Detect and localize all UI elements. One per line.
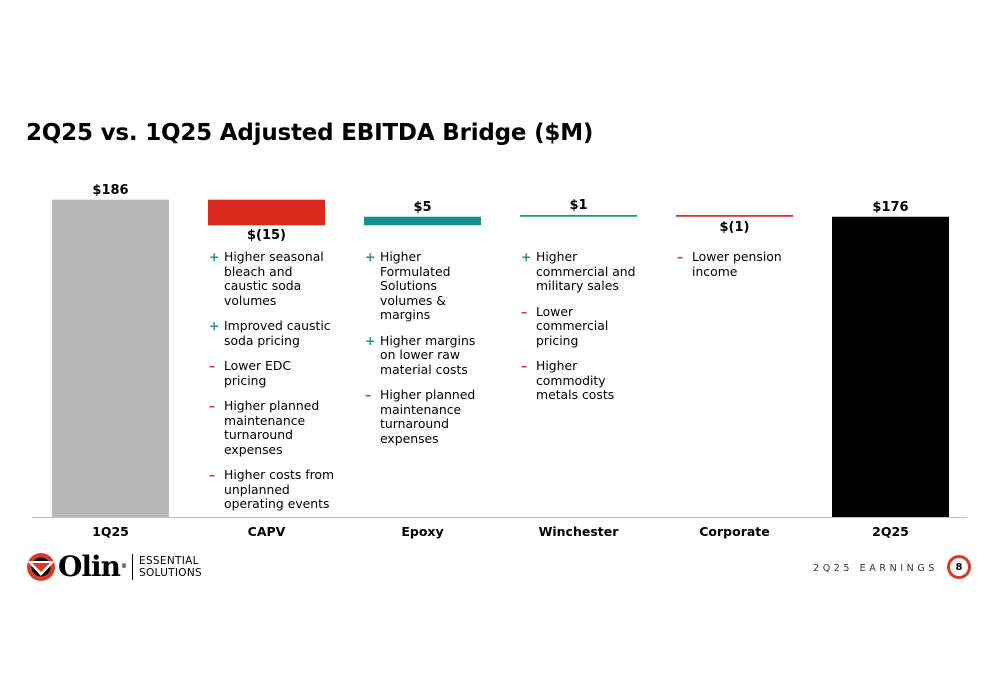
drivers-list-winchester <box>521 250 647 414</box>
logo-divider <box>132 554 133 580</box>
driver-item <box>209 468 335 512</box>
category-label-capv: CAPV <box>247 524 286 539</box>
bar-corporate <box>676 215 793 217</box>
olin-logo <box>26 552 202 582</box>
bar-2q25 <box>832 217 949 517</box>
plus-icon: + <box>209 249 220 264</box>
driver-text: Improved caustic soda pricing <box>224 318 331 348</box>
value-label-1q25: $186 <box>92 182 129 198</box>
driver-text: Lower EDC pricing <box>224 358 292 388</box>
driver-text: Higher planned maintenance turnaround expenses <box>224 398 320 457</box>
driver-text: Higher Formulated Solutions volumes & margins <box>380 249 451 322</box>
minus-icon: – <box>209 467 216 482</box>
olin-logo-icon <box>26 552 56 582</box>
category-label-epoxy: Epoxy <box>401 524 444 539</box>
minus-icon: – <box>521 303 528 319</box>
drivers-list-capv <box>209 250 335 523</box>
driver-item <box>365 250 491 323</box>
driver-text: Higher margins on lower raw material costs <box>380 332 476 377</box>
plus-icon: + <box>365 249 376 264</box>
driver-item <box>521 305 647 349</box>
logo-wordmark-text: Olin <box>58 550 121 583</box>
bar-capv <box>208 200 325 226</box>
plus-icon: + <box>365 332 376 348</box>
minus-icon: – <box>209 358 216 373</box>
driver-item <box>209 399 335 457</box>
page-number-badge <box>947 555 971 579</box>
drivers-list-corporate <box>677 250 803 290</box>
driver-item <box>209 359 335 388</box>
value-label-2q25: $176 <box>872 199 909 215</box>
logo-tagline-line2: SOLUTIONS <box>139 567 202 579</box>
drivers-list-epoxy <box>365 250 491 457</box>
page-number: 8 <box>950 558 968 576</box>
minus-icon: – <box>521 358 528 373</box>
driver-item <box>521 359 647 403</box>
driver-text: Lower commercial pricing <box>536 303 609 348</box>
category-label-corporate: Corporate <box>699 524 770 539</box>
logo-registered-mark: ® <box>121 563 127 570</box>
driver-item <box>677 250 803 279</box>
driver-item <box>209 250 335 308</box>
bar-epoxy <box>364 217 481 226</box>
logo-tagline <box>139 555 202 579</box>
driver-text: Higher seasonal bleach and caustic soda volumes <box>224 249 324 308</box>
minus-icon: – <box>677 249 684 264</box>
plus-icon: + <box>209 318 220 333</box>
logo-tagline-line1: ESSENTIAL <box>139 555 199 567</box>
driver-item <box>209 319 335 348</box>
value-label-corporate: $(1) <box>719 219 750 235</box>
driver-item <box>521 250 647 294</box>
minus-icon: – <box>209 398 216 413</box>
value-label-capv: $(15) <box>246 228 287 244</box>
category-label-2q25: 2Q25 <box>872 524 909 539</box>
value-label-epoxy: $5 <box>413 199 432 215</box>
driver-text: Higher planned maintenance turnaround expenses <box>380 387 476 446</box>
bar-1q25 <box>52 200 169 517</box>
driver-text: Higher commodity metals costs <box>536 358 615 402</box>
driver-item <box>365 388 491 446</box>
driver-item <box>365 334 491 378</box>
driver-text: Lower pension income <box>692 249 782 279</box>
plus-icon: + <box>521 249 532 264</box>
value-label-winchester: $1 <box>569 198 588 214</box>
minus-icon: – <box>365 387 372 402</box>
driver-text: Higher costs from unplanned operating events <box>224 467 335 511</box>
driver-text: Higher commercial and military sales <box>536 249 636 293</box>
logo-wordmark <box>58 552 126 582</box>
category-label-winchester: Winchester <box>538 524 619 539</box>
category-label-1q25: 1Q25 <box>92 524 129 539</box>
slide-title: 2Q25 vs. 1Q25 Adjusted EBITDA Bridge ($M) <box>26 120 594 146</box>
footer-earnings-label: 2Q25 EARNINGS <box>813 563 938 574</box>
bar-winchester <box>520 215 637 217</box>
